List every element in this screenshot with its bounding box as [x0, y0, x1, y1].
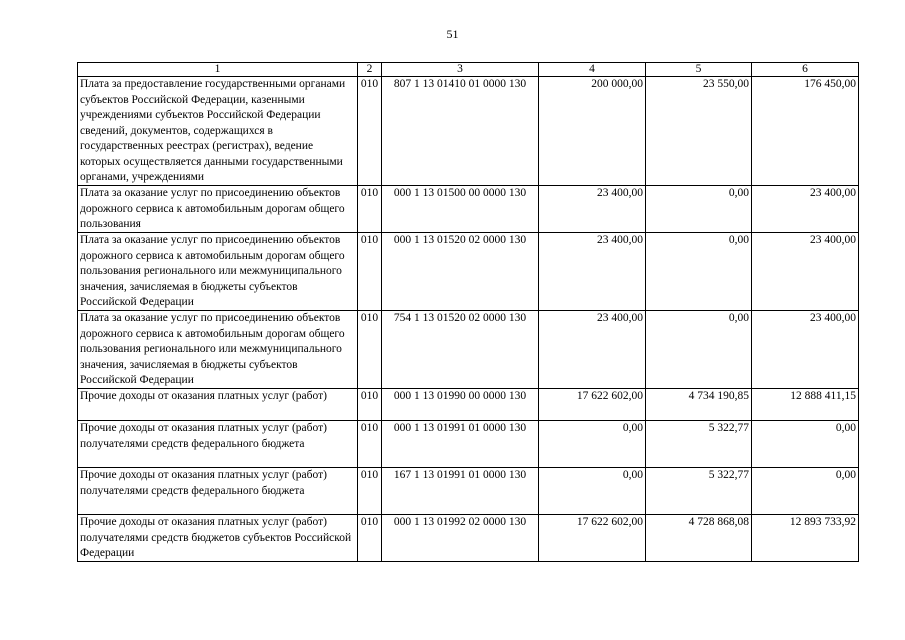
row-executed: 5 322,77	[646, 421, 752, 468]
row-approved: 23 400,00	[539, 233, 646, 311]
row-name: Плата за оказание услуг по присоединению объектов дорожного сервиса к автомобильным дорогам общего пользования регионального или межмуниципального значения, зачисляемая в бюджеты субъектов Российской Федерации	[80, 312, 345, 386]
column-header: 5	[646, 63, 752, 77]
row-code: 010	[358, 77, 382, 186]
table-row	[78, 233, 859, 311]
table-row	[78, 421, 859, 468]
row-code: 010	[358, 233, 382, 311]
row-code: 010	[358, 311, 382, 389]
row-approved: 0,00	[539, 421, 646, 468]
row-executed: 0,00	[646, 311, 752, 389]
row-name: Плата за оказание услуг по присоединению объектов дорожного сервиса к автомобильным дорогам общего пользования	[80, 187, 345, 230]
table-row	[78, 468, 859, 515]
row-code: 010	[358, 389, 382, 421]
row-unexecuted: 0,00	[752, 421, 859, 468]
row-kbk: 000 1 13 01992 02 0000 130	[382, 515, 539, 562]
row-executed: 5 322,77	[646, 468, 752, 515]
row-approved: 23 400,00	[539, 186, 646, 233]
row-kbk: 167 1 13 01991 01 0000 130	[382, 468, 539, 515]
row-kbk: 000 1 13 01990 00 0000 130	[382, 389, 539, 421]
row-approved: 17 622 602,00	[539, 389, 646, 421]
row-code: 010	[358, 421, 382, 468]
row-code: 010	[358, 186, 382, 233]
row-executed: 23 550,00	[646, 77, 752, 186]
row-name: Плата за оказание услуг по присоединению объектов дорожного сервиса к автомобильным дорогам общего пользования регионального или межмуниципального значения, зачисляемая в бюджеты субъектов Российской Федерации	[80, 234, 345, 308]
column-header: 6	[752, 63, 859, 77]
column-header: 4	[539, 63, 646, 77]
row-code: 010	[358, 468, 382, 515]
row-unexecuted: 12 893 733,92	[752, 515, 859, 562]
row-code: 010	[358, 515, 382, 562]
row-name: Прочие доходы от оказания платных услуг (работ) получателями средств федерального бюджета	[80, 422, 327, 450]
column-header: 3	[382, 63, 539, 77]
row-unexecuted: 23 400,00	[752, 311, 859, 389]
row-executed: 0,00	[646, 233, 752, 311]
column-header: 2	[358, 63, 382, 77]
row-approved: 23 400,00	[539, 311, 646, 389]
table-row	[78, 311, 859, 389]
row-unexecuted: 23 400,00	[752, 186, 859, 233]
row-kbk: 000 1 13 01500 00 0000 130	[382, 186, 539, 233]
row-executed: 0,00	[646, 186, 752, 233]
row-executed: 4 734 190,85	[646, 389, 752, 421]
row-name: Прочие доходы от оказания платных услуг (работ) получателями средств бюджетов субъектов Российской Федерации	[80, 516, 352, 559]
page-number: 51	[446, 27, 459, 41]
table-header-row	[78, 63, 859, 77]
column-header: 1	[78, 63, 358, 77]
row-approved: 17 622 602,00	[539, 515, 646, 562]
row-approved: 0,00	[539, 468, 646, 515]
table-row	[78, 515, 859, 562]
row-kbk: 754 1 13 01520 02 0000 130	[382, 311, 539, 389]
row-kbk: 000 1 13 01520 02 0000 130	[382, 233, 539, 311]
row-unexecuted: 23 400,00	[752, 233, 859, 311]
table-row	[78, 389, 859, 421]
row-name: Плата за предоставление государственными органами субъектов Российской Федерации, казенными учреждениями субъектов Российской Федерации сведений, документов, содержащихся в государственных реестрах (регистрах), ведение которых осуществляется данными государственными органами, учреждениями	[80, 78, 346, 183]
table-row	[78, 77, 859, 186]
row-approved: 200 000,00	[539, 77, 646, 186]
table-row	[78, 186, 859, 233]
row-unexecuted: 12 888 411,15	[752, 389, 859, 421]
row-executed: 4 728 868,08	[646, 515, 752, 562]
revenue-table	[77, 62, 859, 562]
row-name: Прочие доходы от оказания платных услуг (работ)	[80, 390, 327, 402]
row-unexecuted: 176 450,00	[752, 77, 859, 186]
row-unexecuted: 0,00	[752, 468, 859, 515]
row-kbk: 807 1 13 01410 01 0000 130	[382, 77, 539, 186]
row-kbk: 000 1 13 01991 01 0000 130	[382, 421, 539, 468]
row-name: Прочие доходы от оказания платных услуг (работ) получателями средств федерального бюджета	[80, 469, 327, 497]
